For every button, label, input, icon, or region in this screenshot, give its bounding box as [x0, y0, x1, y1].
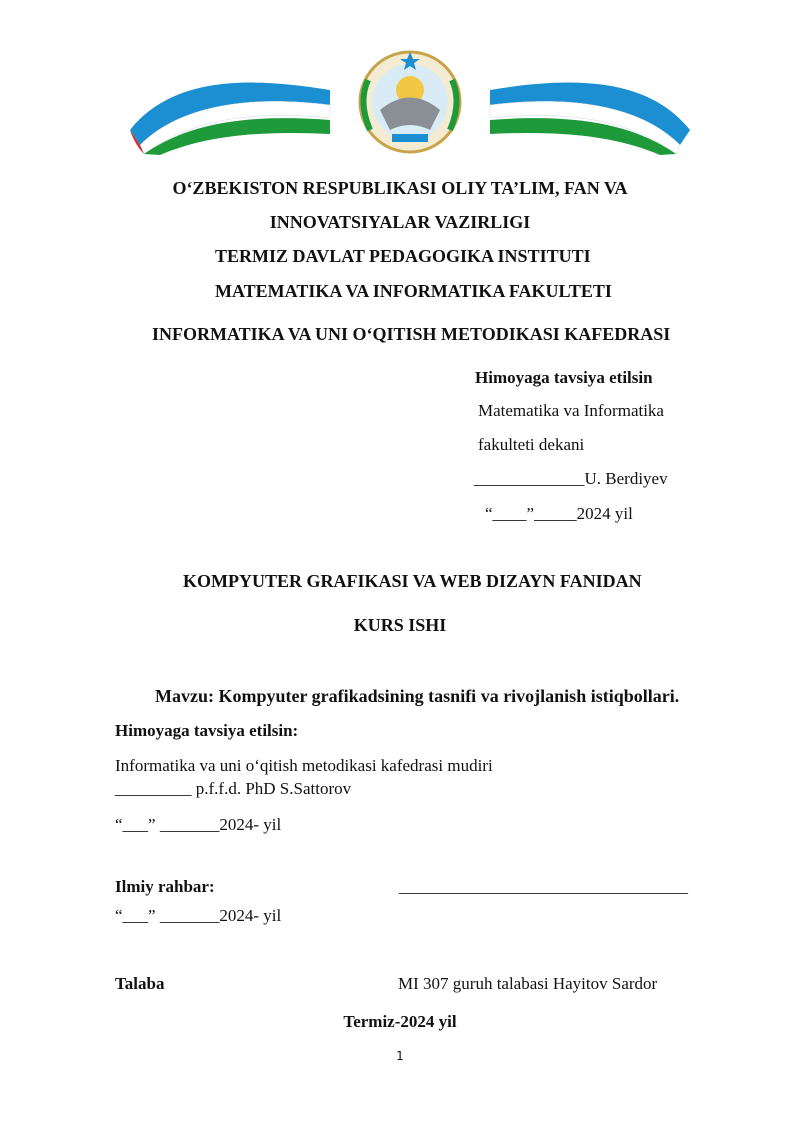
- department-head-signature: _________ p.f.f.d. PhD S.Sattorov: [115, 779, 352, 798]
- city-year: Termiz-2024 yil: [343, 1012, 457, 1031]
- subject-title: KOMPYUTER GRAFIKASI VA WEB DIZAYN FANIDAN: [183, 571, 642, 591]
- ministry-line-1: O‘ZBEKISTON RESPUBLIKASI OLIY TA’LIM, FAN VA: [172, 178, 628, 198]
- department-head-line: Informatika va uni o‘qitish metodikasi kafedrasi mudiri: [115, 756, 493, 775]
- topic: Mavzu: Kompyuter grafikadsining tasnifi va rivojlanish istiqbollari.: [155, 686, 680, 706]
- approval-line-2: fakulteti dekani: [478, 435, 585, 454]
- state-emblem-image: [130, 50, 690, 155]
- ministry-line-2: INNOVATSIYALAR VAZIRLIGI: [269, 212, 531, 232]
- supervisor-date: “___” _______2024- yil: [115, 906, 282, 925]
- department-approval-date: “___” _______2024- yil: [115, 815, 282, 834]
- institute-name: TERMIZ DAVLAT PEDAGOGIKA INSTITUTI: [215, 246, 591, 266]
- approval-line-1: Matematika va Informatika: [478, 401, 664, 420]
- page-number: 1: [396, 1049, 404, 1063]
- supervisor-signature-line: __________________________________: [399, 877, 688, 896]
- student-value: MI 307 guruh talabasi Hayitov Sardor: [398, 974, 658, 993]
- faculty-name: MATEMATIKA VA INFORMATIKA FAKULTETI: [215, 281, 612, 301]
- dean-signature: _____________U. Berdiyev: [474, 469, 668, 488]
- supervisor-label: Ilmiy rahbar:: [115, 877, 215, 896]
- approval-heading: Himoyaga tavsiya etilsin: [475, 368, 653, 387]
- work-type: KURS ISHI: [353, 615, 447, 635]
- approval-date: “____”_____2024 yil: [485, 504, 633, 523]
- student-label: Talaba: [115, 974, 165, 993]
- department-approval-heading: Himoyaga tavsiya etilsin:: [115, 721, 299, 740]
- department-name: INFORMATIKA VA UNI O‘QITISH METODIKASI KAFEDRASI: [152, 324, 671, 344]
